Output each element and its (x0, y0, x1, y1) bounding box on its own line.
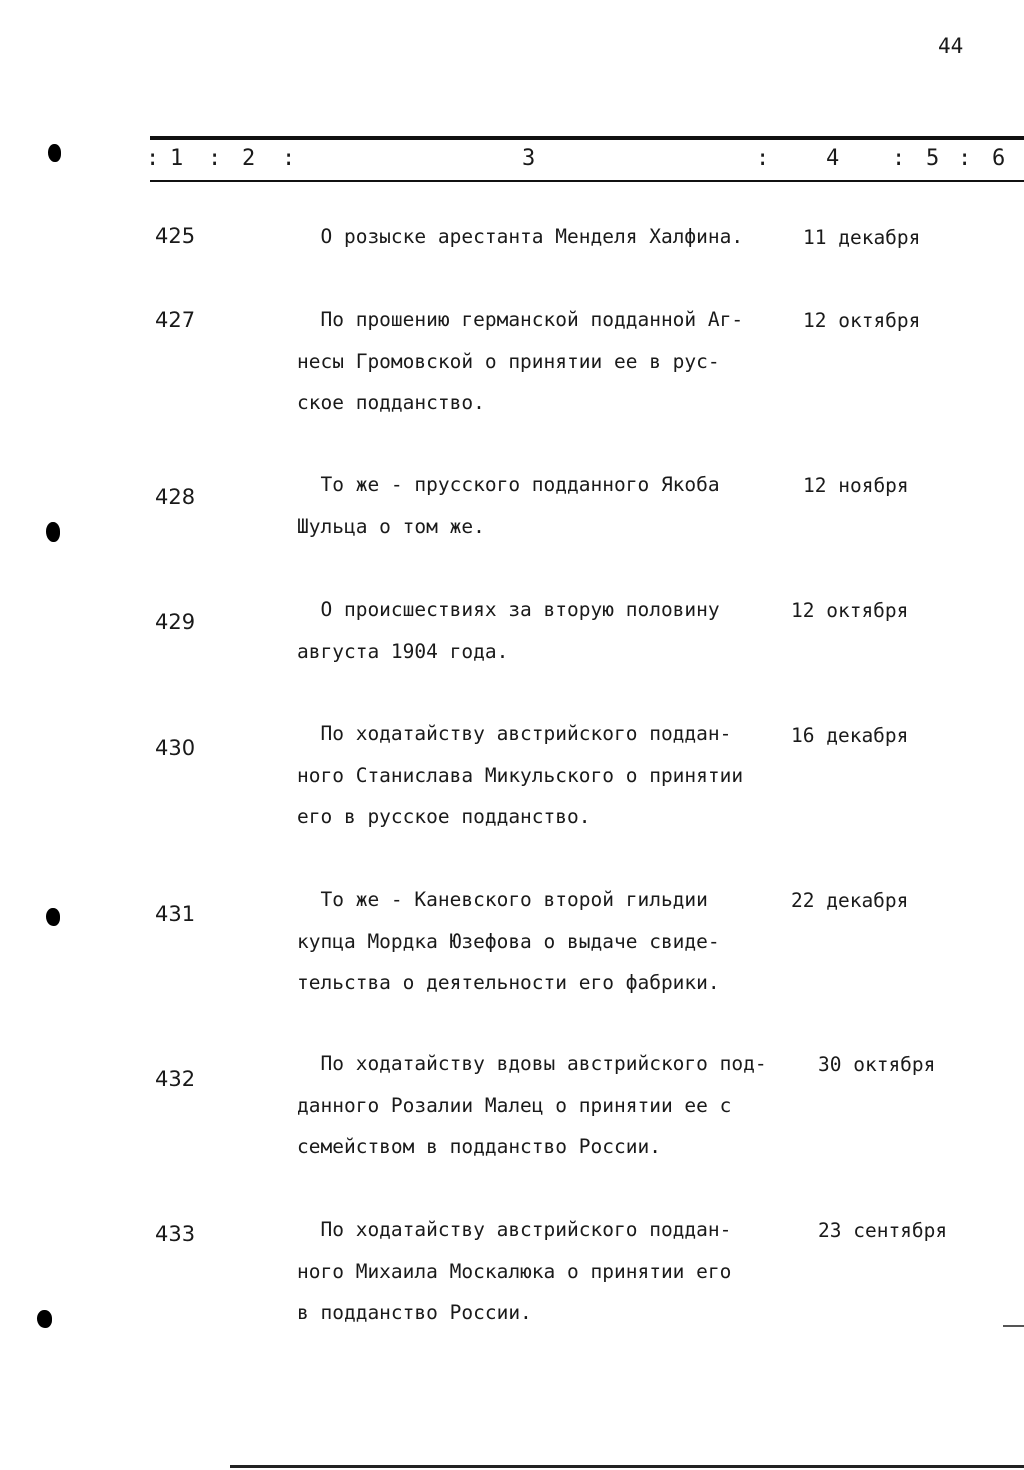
record-title-line: в подданство России. (297, 1301, 532, 1324)
column-header-3: 3 (522, 146, 536, 171)
record-number: 427 (155, 308, 196, 332)
record-number: 433 (155, 1222, 196, 1246)
record-title-line: То же - прусского подданного Якоба (297, 473, 720, 496)
record-number: 425 (155, 224, 196, 248)
header-rule-top (150, 136, 1024, 140)
header-rule-bottom (150, 180, 1024, 182)
column-separator: : (282, 146, 296, 171)
record-title (297, 299, 797, 424)
record-title-line: По ходатайству австрийского поддан- (297, 1218, 732, 1241)
binding-hole-mark (46, 908, 60, 926)
record-number: 432 (155, 1067, 196, 1091)
binding-hole-mark (46, 522, 60, 542)
record-title-line: данного Розалии Малец о принятии ее с (297, 1093, 732, 1117)
record-number: 429 (155, 610, 196, 634)
record-date: 12 октября (803, 309, 921, 332)
record-title (297, 216, 797, 258)
scan-dash (1003, 1325, 1024, 1327)
column-header-5: 5 (926, 146, 940, 171)
column-header-2: 2 (242, 146, 256, 171)
record-title-line: несы Громовской о принятии ее в рус- (297, 349, 720, 373)
record-title-line: Шульца о том же. (297, 514, 485, 538)
record-title (297, 464, 797, 547)
column-header-row (146, 146, 1024, 176)
record-date: 12 ноября (803, 474, 909, 497)
column-header-6: 6 (992, 146, 1006, 171)
record-date: 11 декабря (803, 226, 921, 249)
record-title (297, 713, 797, 838)
record-title-line: купца Мордка Юзефова о выдаче свиде- (297, 929, 720, 953)
record-number: 430 (155, 736, 196, 760)
record-title-line: ское подданство. (297, 391, 485, 414)
record-title-line: его в русское подданство. (297, 805, 591, 828)
record-title (297, 589, 797, 672)
record-title-line: ного Михаила Москалюка о принятии его (297, 1259, 732, 1283)
record-title (297, 879, 797, 1004)
record-date: 30 октября (818, 1053, 936, 1076)
record-title-line: То же - Каневского второй гильдии (297, 888, 708, 911)
record-title-line: О происшествиях за вторую половину (297, 598, 720, 621)
record-date: 12 октября (791, 599, 909, 622)
page-number: 44 (938, 34, 964, 58)
record-title-line: О розыске арестанта Менделя Халфина. (297, 225, 744, 248)
column-header-1: 1 (170, 146, 184, 171)
column-separator: : (892, 146, 906, 171)
record-title-line: августа 1904 года. (297, 639, 509, 663)
binding-hole-mark (48, 144, 61, 162)
column-separator: : (958, 146, 972, 171)
record-title-line: По прошению германской подданной Аг- (297, 308, 744, 331)
column-separator: : (208, 146, 222, 171)
footer-rule (230, 1465, 1024, 1468)
record-title-line: ного Станислава Микульского о принятии (297, 763, 744, 787)
record-number: 428 (155, 485, 196, 509)
column-header-4: 4 (826, 146, 840, 171)
record-number: 431 (155, 902, 196, 926)
binding-hole-mark (37, 1310, 52, 1328)
record-date: 16 декабря (791, 724, 909, 747)
record-title (297, 1209, 797, 1334)
record-title-line: По ходатайству австрийского поддан- (297, 722, 732, 745)
record-title-line: По ходатайству вдовы австрийского под- (297, 1052, 767, 1075)
record-date: 22 декабря (791, 889, 909, 912)
column-separator: : (146, 146, 160, 171)
record-title-line: тельства о деятельности его фабрики. (297, 971, 720, 994)
record-date: 23 сентября (818, 1219, 948, 1242)
column-separator: : (756, 146, 770, 171)
record-title-line: семейством в подданство России. (297, 1135, 661, 1158)
record-title (297, 1043, 797, 1168)
